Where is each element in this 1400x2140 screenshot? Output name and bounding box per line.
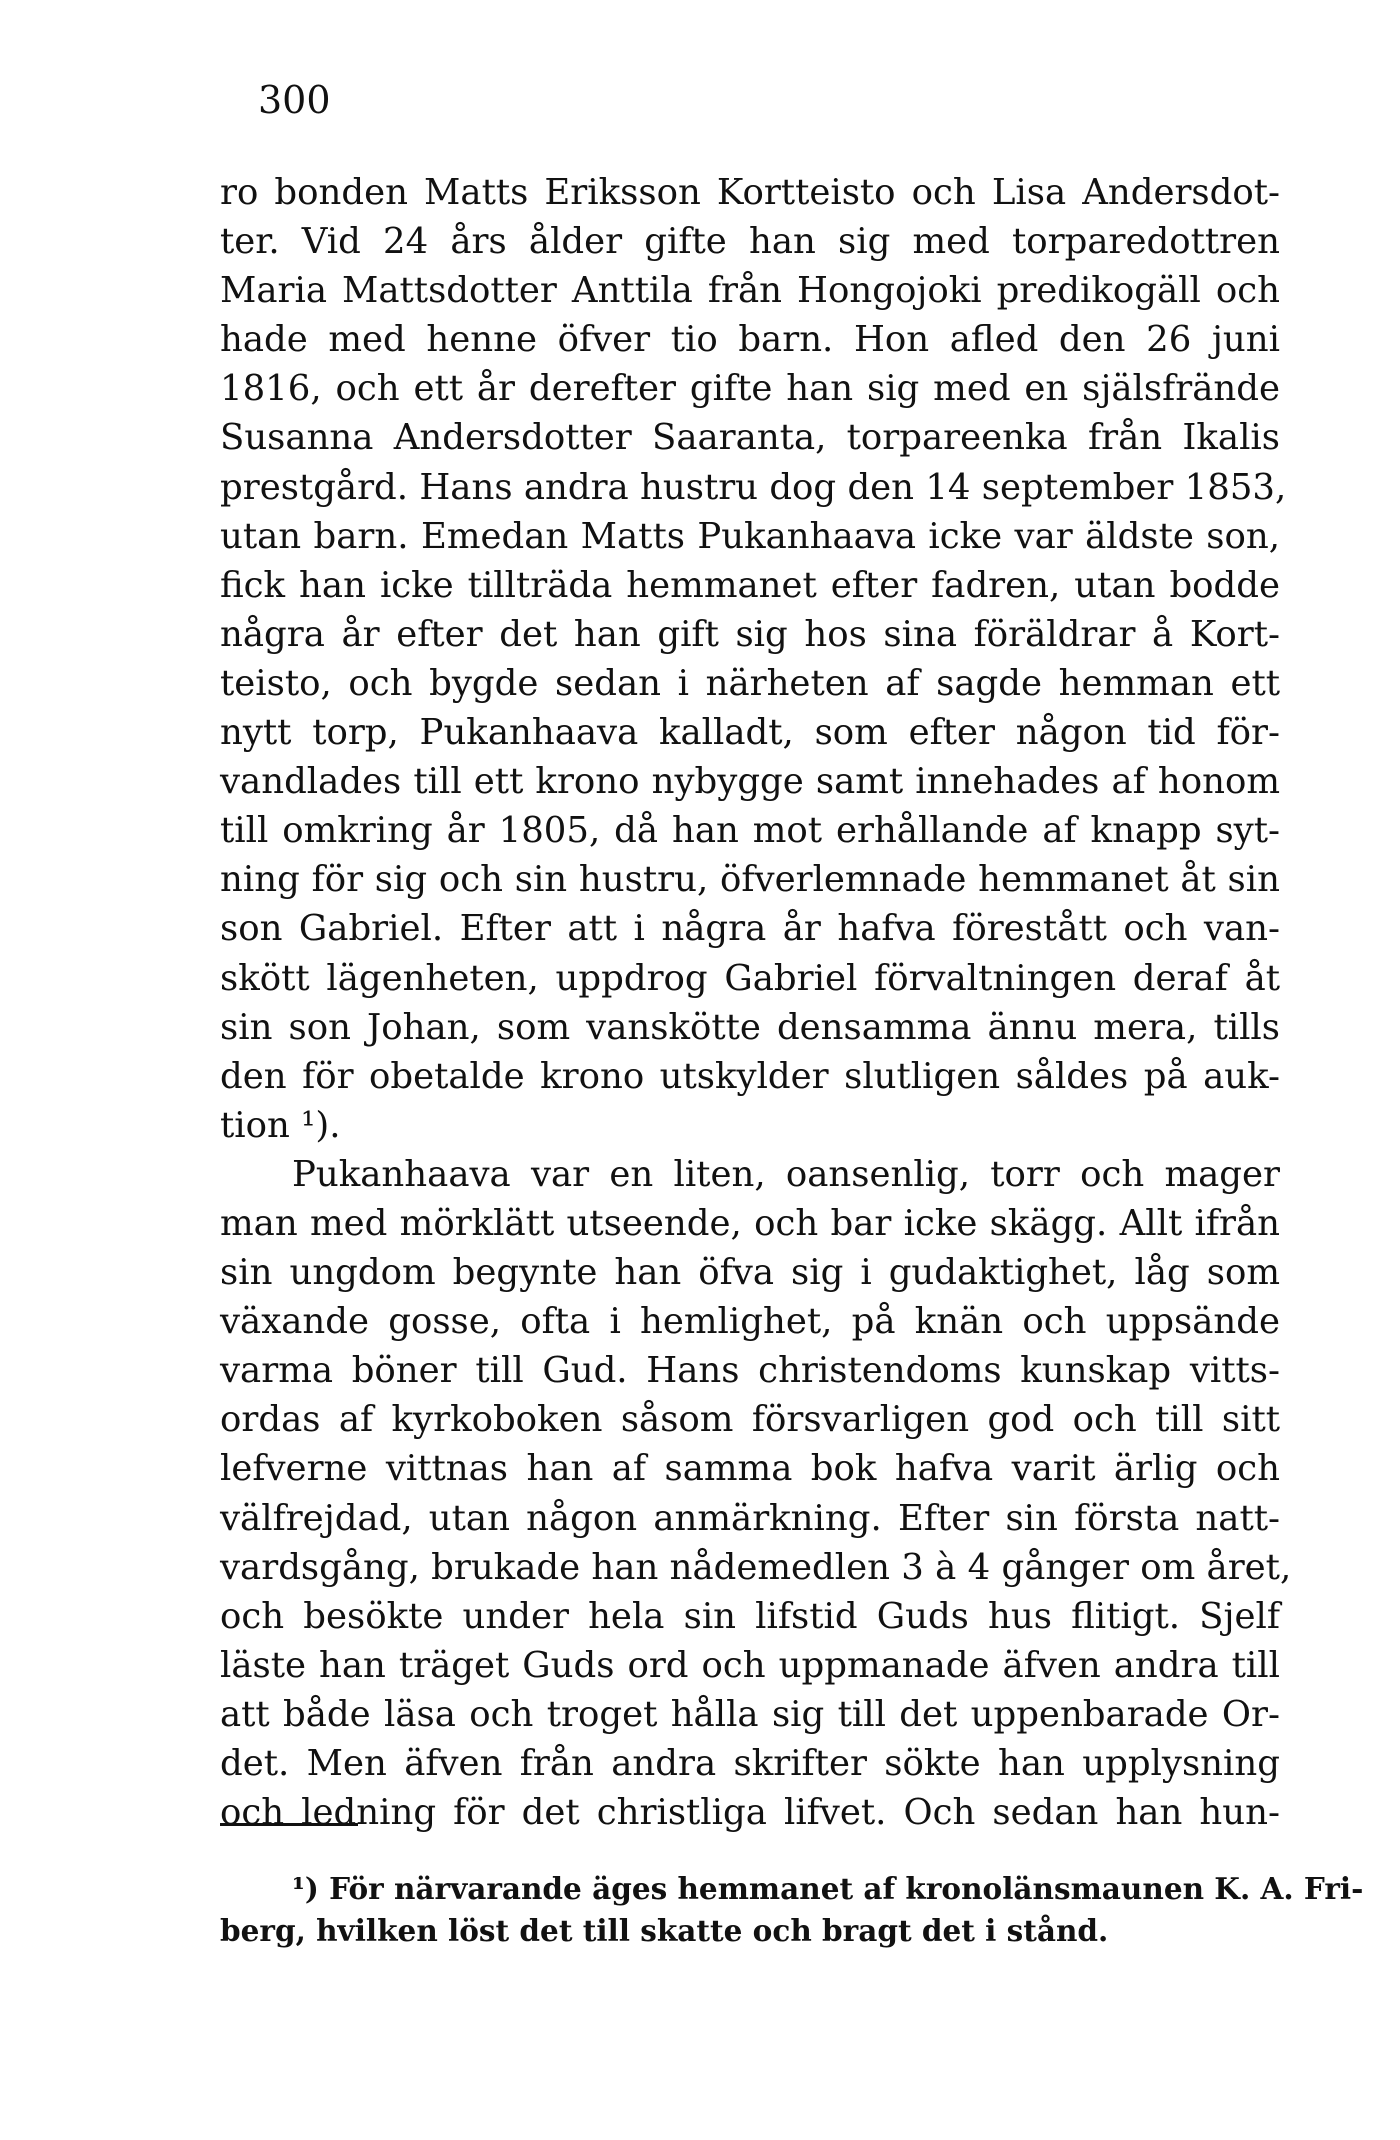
text-line: välfrejdad, utan någon anmärkning. Efter sin första natt- bbox=[220, 1497, 1280, 1539]
footnote-line: berg, hvilken löst det till skatte och bragt det i stånd. bbox=[220, 1913, 1109, 1948]
text-line: Maria Mattsdotter Anttila från Hongojoki predikogäll och bbox=[220, 270, 1280, 312]
text-line: och besökte under hela sin lifstid Guds hus flitigt. Sjelf bbox=[220, 1595, 1280, 1637]
text-line: son Gabriel. Efter att i några år hafva förestått och van- bbox=[220, 908, 1280, 950]
text-line: sin son Johan, som vanskötte densamma ännu mera, tills bbox=[220, 1006, 1280, 1048]
text-line: växande gosse, ofta i hemlighet, på knän och uppsände bbox=[220, 1301, 1280, 1343]
text-line: sin ungdom begynte han öfva sig i gudaktighet, låg som bbox=[220, 1252, 1280, 1294]
text-line: ning för sig och sin hustru, öfverlemnade hemmanet åt sin bbox=[220, 859, 1280, 901]
text-line: det. Men äfven från andra skrifter sökte han upplysning bbox=[220, 1743, 1280, 1784]
text-line: ro bonden Matts Eriksson Kortteisto och Lisa Andersdot- bbox=[220, 172, 1280, 213]
text-line: Susanna Andersdotter Saaranta, torpareenka från Ikalis bbox=[220, 417, 1280, 459]
text-line: prestgård. Hans andra hustru dog den 14 september 1853, bbox=[220, 466, 1287, 508]
footnotes bbox=[220, 1868, 1364, 1952]
text-line: vandlades till ett krono nybygge samt innehades af honom bbox=[220, 761, 1280, 803]
text-line: lefverne vittnas han af samma bok hafva varit ärlig och bbox=[220, 1448, 1280, 1490]
text-line: man med mörklätt utseende, och bar icke skägg. Allt ifrån bbox=[220, 1202, 1280, 1244]
text-line: nytt torp, Pukanhaava kalladt, som efter någon tid för- bbox=[220, 712, 1280, 754]
text-line: läste han träget Guds ord och uppmanade äfven andra till bbox=[220, 1644, 1280, 1686]
footnote-divider bbox=[220, 1823, 358, 1826]
text-line: hade med henne öfver tio barn. Hon afled den 26 juni bbox=[220, 319, 1280, 361]
paragraph-start-line: Pukanhaava var en liten, oansenlig, torr och mager bbox=[292, 1153, 1280, 1195]
text-line: vardsgång, brukade han nådemedlen 3 à 4 gånger om året, bbox=[220, 1546, 1292, 1588]
text-line: tion ¹). bbox=[220, 1104, 341, 1146]
text-line: teisto, och bygde sedan i närheten af sagde hemman ett bbox=[220, 662, 1280, 704]
text-line: ter. Vid 24 års ålder gifte han sig med torparedottren bbox=[220, 221, 1280, 263]
text-line: skött lägenheten, uppdrog Gabriel förvaltningen deraf åt bbox=[220, 957, 1280, 999]
text-line: 1816, och ett år derefter gifte han sig med en själsfrände bbox=[220, 368, 1280, 410]
text-line: till omkring år 1805, då han mot erhållande af knapp syt- bbox=[220, 810, 1280, 852]
page-number: 300 bbox=[258, 78, 331, 122]
text-line: den för obetalde krono utskylder slutligen såldes på auk- bbox=[220, 1055, 1280, 1097]
body-text bbox=[220, 168, 1292, 1837]
text-line: några år efter det han gift sig hos sina föräldrar å Kort- bbox=[220, 613, 1280, 655]
text-line: att både läsa och troget hålla sig till det uppenbarade Or- bbox=[220, 1693, 1280, 1735]
text-line: och ledning för det christliga lifvet. Och sedan han hun- bbox=[220, 1792, 1280, 1834]
text-line: ordas af kyrkoboken såsom försvarligen god och till sitt bbox=[220, 1399, 1280, 1441]
text-line: varma böner till Gud. Hans christendoms kunskap vitts- bbox=[220, 1350, 1280, 1392]
text-line: fick han icke tillträda hemmanet efter fadren, utan bodde bbox=[220, 564, 1280, 606]
footnote-line: ¹) För närvarande äges hemmanet af kronolänsmaunen K. A. Fri- bbox=[292, 1871, 1364, 1906]
text-line: utan barn. Emedan Matts Pukanhaava icke var äldste son, bbox=[220, 515, 1280, 557]
